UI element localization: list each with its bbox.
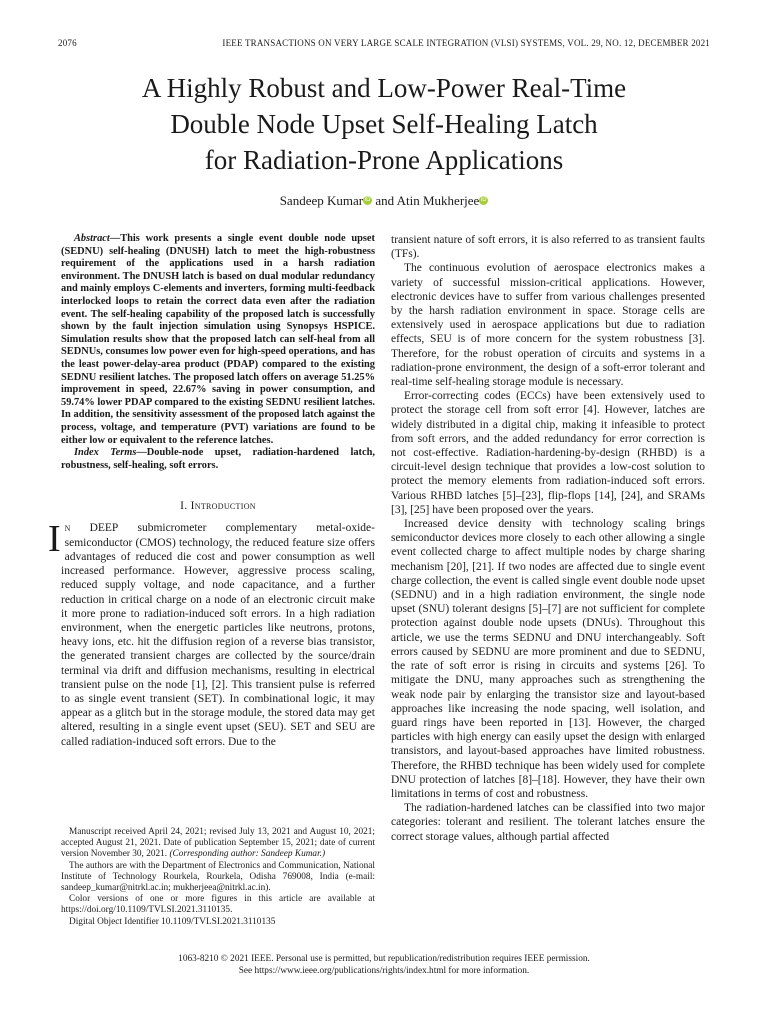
- paper-title: [40, 70, 728, 178]
- footnote-manuscript: [61, 827, 375, 861]
- paragraph-continued: transient nature of soft errors, it is also referred to as transient faults (TFs).: [391, 234, 705, 261]
- author-conjunction: and: [372, 193, 397, 208]
- author-name-2: Atin Mukherjee: [396, 193, 480, 208]
- footnote-color-note[interactable]: Color versions of one or more figures in this article are available at https://doi.org/10.1109/TVLSI.2021.3110135.: [61, 894, 375, 916]
- corresponding-author: (Corresponding author: Sandeep Kumar.): [169, 849, 326, 860]
- author-list: [40, 193, 728, 209]
- intro-paragraph: [48, 518, 375, 748]
- title-line-2: Double Node Upset Self-Healing Latch: [170, 109, 598, 139]
- orcid-icon[interactable]: iD: [480, 197, 487, 203]
- footnote: [61, 827, 375, 928]
- paragraph: The radiation-hardened latches can be classified into two major categories: tolerant and resilient. The tolerant latches ensure the correct storage values, although partial affected: [391, 802, 705, 843]
- author-name-1: Sandeep Kumar: [279, 193, 364, 208]
- section-heading: [61, 499, 375, 513]
- orcid-icon[interactable]: iD: [364, 197, 371, 203]
- footnote-affiliation: The authors are with the Department of Electronics and Communication, National Institute of Technology Rourkela, Rourkela, Odisha 769008, India (e-mail: sandeep_kumar@nitrkl.ac.in; mukherjeea@nitrkl.ac.in).: [61, 860, 375, 894]
- copyright-footer: [0, 954, 768, 977]
- left-column: [48, 233, 375, 749]
- abstract: [61, 233, 375, 447]
- title-line-1: A Highly Robust and Low-Power Real-Time: [141, 73, 627, 103]
- rights-link[interactable]: See https://www.ieee.org/publications/rights/index.html for more information.: [238, 965, 530, 976]
- index-terms-dash: —: [136, 447, 147, 459]
- footnote-dates: Manuscript received April 24, 2021; revised July 13, 2021 and August 10, 2021; accepted August 21, 2021. Date of publication September 15, 2021; date of current version November 30, 2021.: [61, 827, 375, 860]
- abstract-label: Abstract: [74, 233, 110, 244]
- page-number: 2076: [58, 38, 77, 48]
- section-numeral: I.: [180, 500, 188, 513]
- index-terms-text: Double-node upset, radiation-hardened latch, robustness, self-healing, soft errors.: [61, 447, 375, 471]
- paragraph: Increased device density with technology scaling brings semiconductor devices more closely to each other allowing a single event collected charge to affect multiple nodes by charge sharing mechanism [20], [21]. If two nodes are affected due to single event charge collection, the event is called single event double node upset (SEDNU) and in a high radiation environment, the single node upset (SNU) tolerant designs [5]–[7] are not sufficient for complete protection against double node upsets (DNUs). Throughout this article, we use the terms SEDNU and DNU interchangeably. Soft errors caused by SEDNU are more prominent and due to SEDNU, the rate of soft error is rising in circuits and systems [26]. To mitigate the DNU, many approaches such as strengthening the weak node pair by enlarging the transistor size and layout-based approaches like increasing the node spacing, well isolation, and guard rings have been reported in [13]. However, the charged particles with high energy can easily upset the design with enlarged transistors, and layout-based approaches have limited robustness. Therefore, the RHBD technique has been widely used for complete DNU protection of latches [8]–[18]. However, they have their own limitations in terms of cost and robustness.: [391, 518, 705, 800]
- first-words: n DEEP: [64, 522, 119, 535]
- intro-text: submicrometer complementary metal-oxide-semiconductor (CMOS) technology, the reduced feature size offers advantages of reduced die cost and power consumption as well increased performance. However, aggressive process scaling, reduced supply voltage, and node capacitance, and a further reduction in critical charge on a node of an electronic circuit make it more prone to radiation-induced soft errors. In a high radiation environment, when the energetic particles like neutrons, protons, heavy ions, etc. hit the diffusion region of a reverse bias transistor, the generated transient charges are collected by the source/drain terminal via drift and diffusion mechanisms, resulting in electrical transient pulse on the node [1], [2]. This transient pulse is referred to as single event transient (SET). In combinational logic, it may appear as a glitch but in the storage module, the stored data may get altered, resulting in a single event upset (SEU). SET and SEU are called radiation-induced soft errors. Due to the: [61, 522, 375, 748]
- paragraph: The continuous evolution of aerospace electronics makes a variety of successful mission-critical applications. However, electronic devices have to suffer from various challenges presented by the harsh radiation environment in space. Storage cells are extensively used in aerospace applications but due to radiation effects, SEU is of more concern for the system robustness [3]. Therefore, for the robust operation of circuits and systems in a radiation-prone environment, the design of a soft-error tolerant and real-time self-healing storage module is necessary.: [391, 262, 705, 389]
- index-terms: [61, 447, 375, 472]
- title-line-3: for Radiation-Prone Applications: [204, 145, 564, 175]
- abstract-text: This work presents a single event double node upset (SEDNU) self-healing (DNUSH) latch to meet the high-robustness requirement of the applications used in a harsh radiation environment. The DNUSH latch is based on dual modular redundancy and mainly employs C-elements and inverters, forming multi-feedback interlocked loops to retain the correct data even after the radiation event. The self-healing capability of the proposed latch is successfully shown by the fault injection simulation using Synopsys HSPICE. Simulation results show that the proposed latch can self-heal from all SEDNUs, consumes low power even for high-speed operations, and has the least power-delay-area product (PDAP) compared to the existing SEDNU resilient latches. The proposed latch offers on average 51.25% improvement in speed, 22.67% saving in power consumption, and 59.74% lower PDAP compared to the existing SEDNU resilient latches. In addition, the sensitivity assessment of the proposed latch against the process, voltage, and temperature (PVT) variations are found to be either low or equivalent to the reference latches.: [61, 233, 375, 446]
- paragraph: Error-correcting codes (ECCs) have been extensively used to protect the storage cell from soft error [4]. However, latches are widely distributed in a digital chip, making it infeasible to protect from soft errors, and the added redundancy for error correction is not cost-effective. Radiation-hardening-by-design (RHBD) is a circuit-level design technique that provides a low-cost solution to protect the memory elements from radiation-induced soft errors. Various RHBD latches [5]–[23], flip-flops [14], [24], and SRAMs [3], [25] have been proposed over the years.: [391, 390, 705, 516]
- section-title: Introduction: [190, 500, 256, 513]
- drop-cap: I: [48, 518, 61, 561]
- index-terms-label: Index Terms: [74, 447, 137, 459]
- footnote-doi: Digital Object Identifier 10.1109/TVLSI.2021.3110135: [69, 916, 276, 927]
- abstract-dash: —: [109, 233, 121, 244]
- journal-header: IEEE TRANSACTIONS ON VERY LARGE SCALE INTEGRATION (VLSI) SYSTEMS, VOL. 29, NO. 12, DECEMBER 2021: [222, 38, 710, 48]
- right-column: [391, 233, 705, 844]
- copyright-line: 1063-8210 © 2021 IEEE. Personal use is permitted, but republication/redistribution requires IEEE permission.: [178, 954, 590, 964]
